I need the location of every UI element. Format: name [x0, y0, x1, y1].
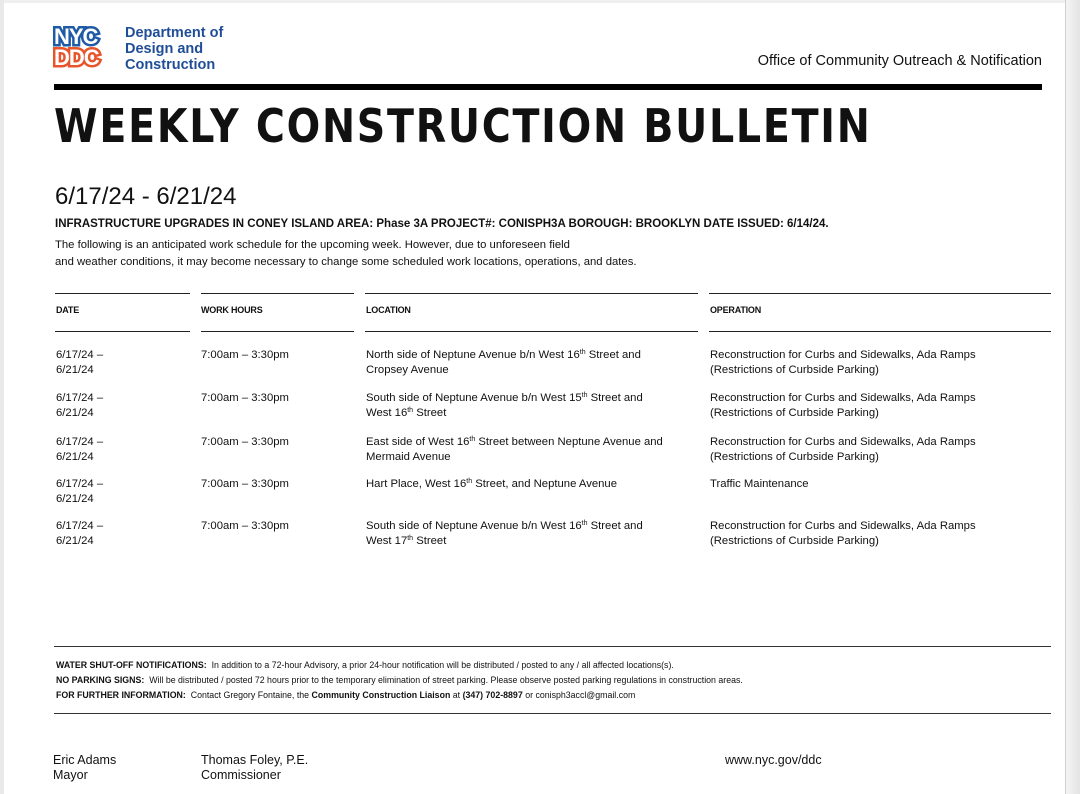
note-text: at [452, 690, 461, 700]
date-line-2: 6/21/24 [56, 450, 94, 463]
loc-text: South side of Neptune Avenue b/n West 16 [366, 520, 582, 532]
website-link[interactable]: www.nyc.gov/ddc [725, 753, 822, 767]
row-location [366, 391, 643, 420]
hours-col-top-rule [201, 293, 354, 294]
loc-text: Street and [587, 392, 643, 404]
loc-text: Street [413, 534, 447, 547]
liaison-phone: (347) 702-8897 [462, 690, 523, 700]
operation-col-top-rule [709, 293, 1051, 294]
commissioner-name: Thomas Foley, P.E. [201, 753, 309, 767]
date-line-1: 6/17/24 – [56, 520, 104, 532]
loc-text: South side of Neptune Avenue b/n West 15 [366, 392, 582, 404]
operation-line-1: Reconstruction for Curbs and Sidewalks, Ada Ramps [710, 349, 976, 361]
loc-text: Street [413, 406, 447, 419]
operation-col-bottom-rule [709, 331, 1051, 332]
row-date [56, 348, 103, 377]
location-line-2 [366, 534, 643, 549]
page-top-edge [0, 0, 1080, 3]
loc-text: Street and [585, 349, 641, 361]
date-col-bottom-rule [55, 331, 190, 332]
row-hours: 7:00am – 3:30pm [201, 392, 289, 404]
intro-text [55, 237, 637, 271]
commissioner-title: Commissioner [201, 768, 281, 782]
logo-nyc-text: NYC [54, 24, 98, 49]
org-line-1: Department of [125, 25, 224, 41]
row-location [366, 435, 663, 464]
row-operation [710, 391, 976, 420]
loc-text: North side of Neptune Avenue b/n West 16 [366, 349, 580, 361]
operation-line-1: Reconstruction for Curbs and Sidewalks, Ada Ramps [710, 436, 976, 448]
commissioner-signature [201, 753, 308, 783]
date-line-1: 6/17/24 – [56, 436, 104, 448]
mayor-signature [53, 753, 116, 783]
operation-line-2: (Restrictions of Curbside Parking) [710, 450, 879, 463]
org-line-3: Construction [125, 57, 216, 73]
location-line-2 [366, 450, 663, 465]
header-work-hours: WORK HOURS [201, 305, 263, 315]
operation-line-1: Reconstruction for Curbs and Sidewalks, Ada Ramps [710, 392, 976, 404]
row-location [366, 519, 643, 548]
row-date [56, 435, 103, 464]
loc-sup: th [407, 406, 414, 414]
date-range: 6/17/24 - 6/21/24 [55, 183, 237, 210]
loc-text: West 16 [366, 406, 408, 419]
operation-line-1: Traffic Maintenance [710, 478, 809, 490]
location-col-bottom-rule [365, 331, 698, 332]
row-hours: 7:00am – 3:30pm [201, 349, 289, 361]
location-line-1 [366, 435, 663, 450]
operation-line-1: Reconstruction for Curbs and Sidewalks, Ada Ramps [710, 520, 976, 532]
date-line-1: 6/17/24 – [56, 392, 104, 404]
operation-line-2: (Restrictions of Curbside Parking) [710, 534, 879, 547]
date-col-top-rule [55, 293, 190, 294]
operation-line-2: (Restrictions of Curbside Parking) [710, 406, 879, 419]
row-operation [710, 477, 809, 492]
org-line-2: Design and [125, 41, 204, 57]
note-label: NO PARKING SIGNS: [56, 675, 145, 685]
loc-text: Cropsey Avenue [366, 363, 449, 376]
note-text: In addition to a 72-hour Advisory, a prior 24-hour notification will be distributed / posted to any / all affected locations(s). [211, 660, 674, 670]
loc-sup: th [407, 534, 414, 542]
loc-text: Mermaid Avenue [366, 450, 451, 463]
hours-col-bottom-rule [201, 331, 354, 332]
date-line-1: 6/17/24 – [56, 349, 104, 361]
loc-sup: th [579, 349, 586, 356]
loc-sup: th [466, 478, 473, 485]
row-hours: 7:00am – 3:30pm [201, 436, 289, 448]
date-line-2: 6/21/24 [56, 363, 94, 376]
org-name [125, 25, 223, 73]
bulletin-title: WEEKLY CONSTRUCTION BULLETIN [54, 99, 872, 153]
date-line-2: 6/21/24 [56, 492, 94, 505]
operation-line-2: (Restrictions of Curbside Parking) [710, 363, 879, 376]
header-date: DATE [56, 305, 80, 315]
further-info-note [56, 690, 635, 700]
header-rule [54, 84, 1042, 90]
intro-line-1: The following is an anticipated work schedule for the upcoming week. However, due to unforeseen field [55, 239, 570, 251]
loc-text: Street and [587, 520, 643, 532]
location-line-1 [366, 477, 617, 492]
date-line-2: 6/21/24 [56, 534, 94, 547]
project-info: INFRASTRUCTURE UPGRADES IN CONEY ISLAND AREA: Phase 3A PROJECT#: CONISPH3A BOROUGH: BROOKLYN DATE ISSUED: 6/14/24. [55, 218, 829, 230]
page-left-edge [0, 0, 4, 794]
row-operation [710, 348, 976, 377]
location-line-1 [366, 519, 643, 534]
no-parking-note [56, 675, 743, 685]
location-line-2 [366, 406, 643, 421]
row-date [56, 519, 103, 548]
note-text: Contact Gregory Fontaine, the [190, 690, 310, 700]
loc-sup: th [581, 520, 588, 527]
note-label: FOR FURTHER INFORMATION: [56, 690, 186, 700]
location-line-1 [366, 348, 641, 363]
loc-sup: th [581, 392, 588, 399]
mayor-name: Eric Adams [53, 753, 117, 767]
row-operation [710, 519, 976, 548]
date-line-2: 6/21/24 [56, 406, 94, 419]
liaison-title: Community Construction Liaison [311, 690, 451, 700]
row-hours: 7:00am – 3:30pm [201, 478, 289, 490]
loc-text: Street, and Neptune Avenue [472, 478, 617, 490]
loc-sup: th [469, 436, 476, 443]
notes-top-rule [54, 646, 1051, 647]
row-location [366, 348, 641, 377]
liaison-email: or conisph3accl@gmail.com [525, 690, 636, 700]
loc-text: Street between Neptune Avenue and [475, 436, 663, 448]
location-line-2 [366, 363, 641, 378]
mayor-title: Mayor [53, 768, 88, 782]
header-location: LOCATION [366, 305, 411, 315]
header-operation: OPERATION [710, 305, 762, 315]
notes-bottom-rule [54, 713, 1051, 714]
note-label: WATER SHUT-OFF NOTIFICATIONS: [56, 660, 207, 670]
location-line-1 [366, 391, 643, 406]
nyc-ddc-logo-mark [54, 24, 118, 70]
loc-text: Hart Place, West 16 [366, 478, 467, 490]
location-col-top-rule [365, 293, 698, 294]
loc-text: West 17 [366, 534, 408, 547]
row-date [56, 391, 103, 420]
date-line-1: 6/17/24 – [56, 478, 104, 490]
water-shutoff-note [56, 660, 674, 670]
loc-text: East side of West 16 [366, 436, 470, 448]
logo-ddc-text: DDC [54, 45, 99, 70]
row-date [56, 477, 103, 506]
row-location [366, 477, 617, 492]
office-name: Office of Community Outreach & Notification [757, 53, 1042, 69]
note-text: Will be distributed / posted 72 hours prior to the temporary elimination of street parking. Please observe posted parking regulations in construction areas. [149, 675, 743, 685]
page-right-edge [1065, 0, 1080, 794]
row-hours: 7:00am – 3:30pm [201, 520, 289, 532]
intro-line-2: and weather conditions, it may become necessary to change some scheduled work locations, operations, and dates. [55, 256, 637, 268]
row-operation [710, 435, 976, 464]
